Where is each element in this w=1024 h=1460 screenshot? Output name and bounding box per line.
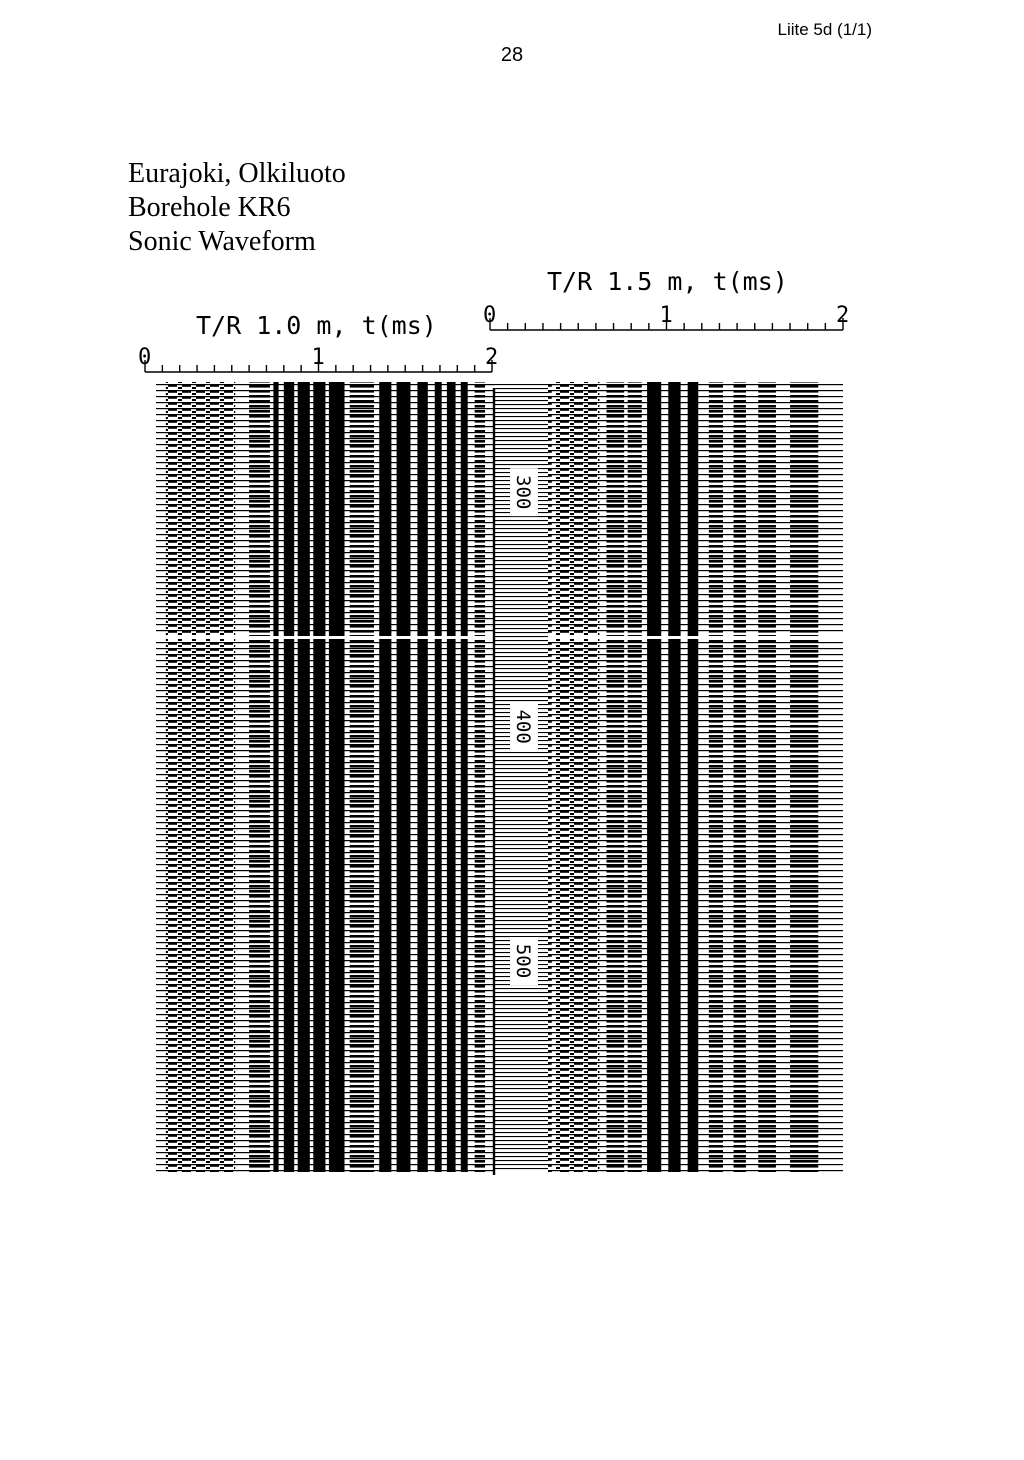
title-location: Eurajoki, Olkiluoto (128, 158, 346, 189)
far-trace-gap (548, 636, 843, 639)
near-tick-label: 1 (311, 345, 325, 370)
far-tick-label: 2 (836, 303, 850, 328)
far-wave-band (790, 382, 818, 1172)
near-wave-band (461, 382, 468, 1172)
panel-near (138, 311, 498, 1172)
near-wave-band (329, 382, 345, 1172)
far-wave-band (555, 382, 599, 1172)
near-wave-band (417, 382, 427, 1172)
title-type: Sonic Waveform (128, 226, 316, 257)
near-wave-band (435, 382, 442, 1172)
far-axis (483, 303, 849, 330)
near-wave-band (298, 382, 310, 1172)
near-axis-title: T/R 1.0 m, t(ms) (196, 311, 437, 340)
far-wave-band (606, 382, 624, 1172)
near-wave-band (284, 382, 294, 1172)
far-wave-band (628, 382, 642, 1172)
depth-label: 300 (512, 475, 534, 510)
far-tick-label: 0 (483, 303, 497, 328)
far-wave-band (668, 382, 680, 1172)
far-wave-band (734, 382, 746, 1172)
near-trace-gap (156, 636, 494, 639)
page-number: 28 (500, 44, 524, 66)
near-wave-band (273, 382, 278, 1172)
far-wave-band (709, 382, 723, 1172)
depth-label: 500 (512, 943, 534, 979)
far-tick-label: 1 (659, 303, 673, 328)
appendix-label: Liite 5d (1/1) (777, 20, 872, 39)
near-wave-band (166, 382, 235, 1172)
title-borehole: Borehole KR6 (128, 192, 291, 223)
far-wave-band (758, 382, 776, 1172)
far-axis-title: T/R 1.5 m, t(ms) (547, 267, 788, 296)
near-tick-label: 0 (138, 345, 152, 370)
near-wave-band (379, 382, 391, 1172)
far-traces (548, 382, 843, 1172)
near-wave-band (447, 382, 456, 1172)
near-wave-band (249, 382, 270, 1172)
depth-label: 400 (512, 709, 534, 744)
far-wave-band (548, 382, 552, 1172)
near-wave-band (475, 382, 485, 1172)
near-wave-band (350, 382, 374, 1172)
near-axis (138, 345, 498, 372)
near-tick-label: 2 (485, 345, 499, 370)
near-wave-band (397, 382, 411, 1172)
far-wave-band (688, 382, 699, 1172)
far-wave-band (647, 382, 661, 1172)
near-traces (156, 382, 494, 1172)
near-wave-band (313, 382, 325, 1172)
